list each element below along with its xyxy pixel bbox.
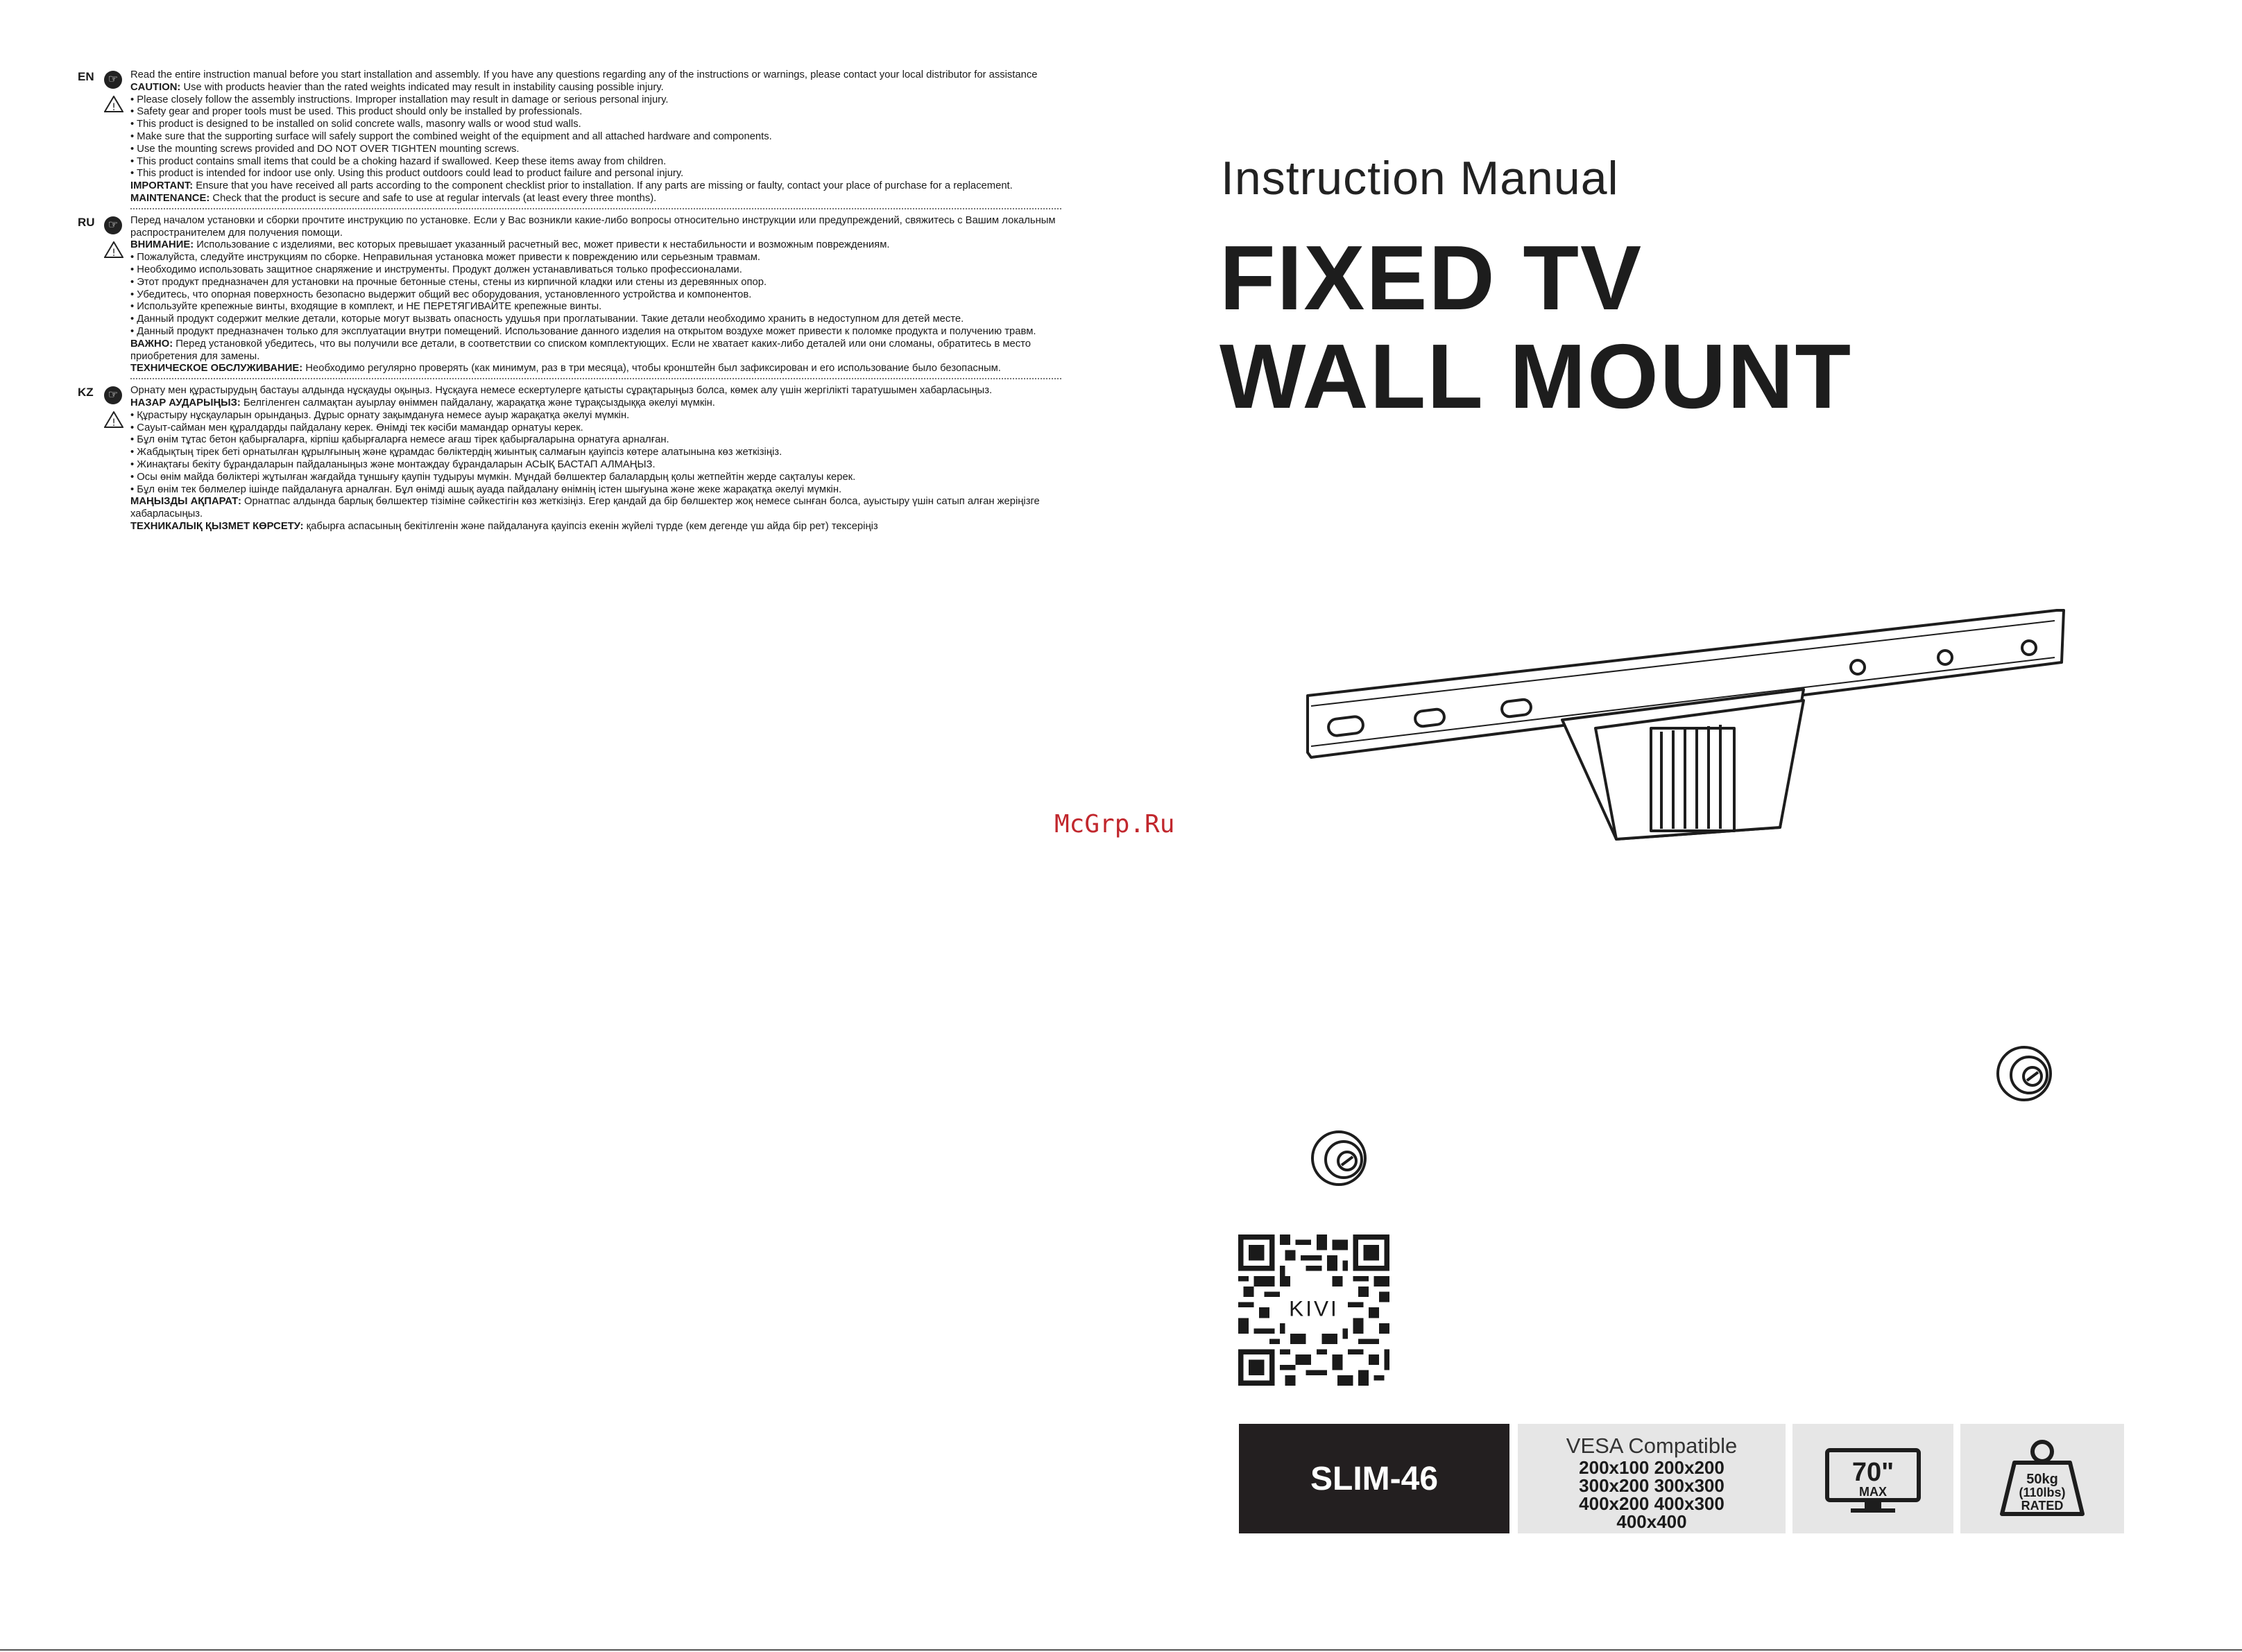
weight-kg: 50kg xyxy=(2026,1472,2058,1487)
bullet-item: • This product is intended for indoor use only. Using this product outdoors could lead to product failure and personal injury. xyxy=(130,168,684,180)
bullet-item: • Safety gear and proper tools must be used. This product should only be installed by professionals. xyxy=(130,106,583,118)
subtitle: Instruction Manual xyxy=(1221,152,1619,205)
important-label: IMPORTANT: xyxy=(130,180,194,192)
lang-code: KZ xyxy=(78,386,94,399)
weight-badge xyxy=(1960,1424,2124,1533)
important-text: Ensure that you have received all parts according to the component checklist prior to installation. If any parts are missing or faulty, contact your place of purchase for a replacement. xyxy=(196,180,1013,192)
manual-read-icon: ☞ xyxy=(104,386,122,404)
caution-label: НАЗАР АУДАРЫҢЫЗ: xyxy=(130,397,241,408)
spacer-icon xyxy=(1306,1124,1375,1193)
weight-icon xyxy=(1960,1424,2124,1533)
maintenance-text: Необходимо регулярно проверять (как минимум, раз в три месяца), чтобы кронштейн был зафиксирован и его использование было безопасным. xyxy=(305,363,1001,375)
bullet-item: • Используйте крепежные винты, входящие в комплект, и НЕ ПЕРЕТЯГИВАЙТЕ крепежные винты. xyxy=(130,301,602,313)
bullet-item: • Данный продукт содержит мелкие детали, которые могут вызвать опасность удушья при проглатывании. Такие детали необходимо хранить в недоступном для детей месте. xyxy=(130,313,964,325)
maintenance-text: Check that the product is secure and safe to use at regular intervals (at least every three months). xyxy=(212,192,657,204)
bullet-item: • Осы өнім майда бөліктері жұтылған жағдайда тұншығу қаупін тудыруы мүмкін. Мұндай бөлшектер балалардың қолы жетпейтін жерде сақталуы керек. xyxy=(130,471,856,483)
maintenance-label: MAINTENANCE: xyxy=(130,192,210,204)
manual-read-icon: ☞ xyxy=(104,71,122,89)
section-en xyxy=(69,69,1061,205)
vesa-line: 300x200 300x300 xyxy=(1579,1475,1725,1496)
lang-code: EN xyxy=(78,70,94,83)
bullet-item: • Пожалуйста, следуйте инструкциям по сборке. Неправильная установка может привести к повреждению или серьезным травмам. xyxy=(130,252,761,264)
bullet-item: • Use the mounting screws provided and DO NOT OVER TIGHTEN mounting screws. xyxy=(130,143,520,155)
warning-icon xyxy=(104,241,123,258)
section-kz xyxy=(69,385,1061,533)
caution-text: Использование с изделиями, вес которых превышает указанный расчетный вес, может привести к нестабильности и возможным повреждениям. xyxy=(196,239,890,251)
model-name: SLIM-46 xyxy=(1310,1460,1439,1497)
svg-text:!: ! xyxy=(112,418,116,429)
title-line-1: FIXED TV xyxy=(1220,227,1643,329)
vesa-line: 200x100 200x200 xyxy=(1579,1457,1725,1478)
safety-instructions xyxy=(69,69,1061,533)
divider xyxy=(130,378,1061,379)
caution-label: ВНИМАНИЕ: xyxy=(130,239,194,251)
bullet-item: • Сауыт-сайман мен құралдарды пайдалану керек. Өнімді тек кәсіби мамандар орнатуы керек. xyxy=(130,422,583,433)
title-line-2: WALL MOUNT xyxy=(1220,325,1853,427)
bullet-item: • Необходимо использовать защитное снаряжение и инструменты. Продукт должен устанавливаться только профессионалами. xyxy=(130,264,742,275)
qr-code[interactable] xyxy=(1238,1234,1389,1386)
bullet-item: • This product is designed to be installed on solid concrete walls, masonry walls or wood stud walls. xyxy=(130,119,581,130)
bullet-item: • Make sure that the supporting surface will safely support the combined weight of the equipment and all attached hardware and components. xyxy=(130,130,772,142)
bullet-item: • Жинақтағы бекіту бұрандаларын пайдаланыңыз және монтаждау бұрандаларын АСЫҚ БАСТАП АЛМАҢЫЗ. xyxy=(130,458,656,470)
warning-icon xyxy=(104,411,123,428)
bullet-item: • Этот продукт предназначен для установки на прочные бетонные стены, стены из кирпичной кладки или стены из деревянных опор. xyxy=(130,276,767,288)
model-badge xyxy=(1239,1424,1509,1533)
maintenance-text: қабырға аспасының бекітілгенін және пайдалануға қауіпсіз екенін жүйелі түрде (кем дегенде үш айда бір рет) тексеріңіз xyxy=(306,520,878,532)
spacer-icon xyxy=(1991,1039,2060,1108)
tv-size: 70" xyxy=(1851,1458,1894,1487)
page-bottom-border xyxy=(0,1649,2242,1651)
wall-mount-illustration xyxy=(1207,596,2242,874)
bullet-item: • Данный продукт предназначен только для эксплуатации внутри помещений. Использование данного изделия на открытом воздухе может привести к поломке продукта и получению травм. xyxy=(130,325,1036,337)
tv-size-badge xyxy=(1792,1424,1953,1533)
tv-icon xyxy=(1792,1424,1953,1533)
mount-grip xyxy=(1651,725,1734,831)
important-text: Перед установкой убедитесь, что вы получили все детали, в соответствии со списком комплектующих. Если не хватает каких-либо деталей или они сломаны, обратитесь в место приобретения для замены. xyxy=(130,338,1031,362)
maintenance-label: ТЕХНИЧЕСКОЕ ОБСЛУЖИВАНИЕ: xyxy=(130,363,303,375)
manual-read-icon: ☞ xyxy=(104,216,122,234)
bullet-item: • Бұл өнім тек бөлмелер ішінде пайдалануға арналған. Бұл өнімді ашық ауада пайдалану өнімнің істен шығуына және жеке жарақатқа әкелуі мүмкін. xyxy=(130,483,842,495)
weight-rated: RATED xyxy=(2021,1499,2064,1513)
weight-lbs: (110lbs) xyxy=(2019,1486,2066,1499)
svg-text:!: ! xyxy=(112,247,116,258)
bullet-item: • Бұл өнім тұтас бетон қабырғаларға, кірпіш қабырғаларға немесе ағаш тірек қабырғаларына орнатуға арналған. xyxy=(130,434,669,446)
caution-text: Белгіленген салмақтан ауырлау өніммен пайдалану, жарақатқа және тұрақсыздыққа әкелуі мүмкін. xyxy=(243,397,715,408)
important-text: Орнатпас алдында барлық бөлшектер тізіміне сәйкестігін көз жеткізіңіз. Егер қандай да бір бөлшектер жоқ немесе сынған болса, ауыстыру үшін сатып алған жеріңізге хабарласыңыз. xyxy=(130,496,1040,520)
bullet-item: • Убедитесь, что опорная поверхность безопасно выдержит общий вес оборудования, установленного устройства и компонентов. xyxy=(130,289,752,300)
page-title xyxy=(1220,229,1852,426)
caution-label: CAUTION: xyxy=(130,81,181,93)
vesa-title: VESA Compatible xyxy=(1566,1434,1738,1458)
intro-text: Перед началом установки и сборки прочтите инструкцию по установке. Если у Вас возникли какие-либо вопросы относительно инструкции или предупреждений, свяжитесь с Вашим локальным распространителем для получения помощи. xyxy=(130,214,1056,239)
caution-text: Use with products heavier than the rated weights indicated may result in instability causing possible injury. xyxy=(183,81,664,93)
important-label: ВАЖНО: xyxy=(130,338,173,350)
lang-code: RU xyxy=(78,215,95,229)
tv-max-label: MAX xyxy=(1859,1485,1887,1499)
section-ru xyxy=(69,215,1061,375)
vesa-badge xyxy=(1518,1424,1786,1533)
bullet-item: • Жабдықтың тірек беті орнатылған құрылғының және құрамдас бөліктердің жиынтық салмағын қауіпсіз көтере алатынына көз жеткізіңіз. xyxy=(130,447,782,458)
bullet-item: • Please closely follow the assembly instructions. Improper installation may result in damage or serious personal injury. xyxy=(130,94,669,105)
vesa-line: 400x200 400x300 xyxy=(1579,1493,1725,1514)
cover-page xyxy=(1207,0,2242,1652)
vesa-line: 400x400 xyxy=(1616,1511,1687,1532)
bullet-item: • Құрастыру нұсқауларын орындаңыз. Дұрыс орнату зақымдануға немесе ауыр жарақатқа әкелуі мүмкін. xyxy=(130,409,630,421)
bullet-item: • This product contains small items that could be a choking hazard if swallowed. Keep these items away from children. xyxy=(130,155,667,167)
important-label: МАҢЫЗДЫ АҚПАРАТ: xyxy=(130,496,241,508)
watermark: McGrp.Ru xyxy=(1054,810,1175,838)
intro-text: Орнату мен құрастырудың бастауы алдында нұсқауды оқыңыз. Нұсқауға немесе ескертулерге қатысты сұрақтарыңыз болса, көмек алу үшін жергілікті таратушымен хабарласыңыз. xyxy=(130,385,993,397)
maintenance-label: ТЕХНИКАЛЫҚ ҚЫЗМЕТ КӨРСЕТУ: xyxy=(130,520,304,532)
qr-brand: KIVI xyxy=(1289,1296,1339,1321)
intro-text: Read the entire instruction manual before you start installation and assembly. If you have any questions regarding any of the instructions or warnings, please contact your local distributor for assistance xyxy=(130,69,1038,80)
divider xyxy=(130,208,1061,209)
svg-text:!: ! xyxy=(112,102,116,112)
warning-icon xyxy=(104,96,123,112)
